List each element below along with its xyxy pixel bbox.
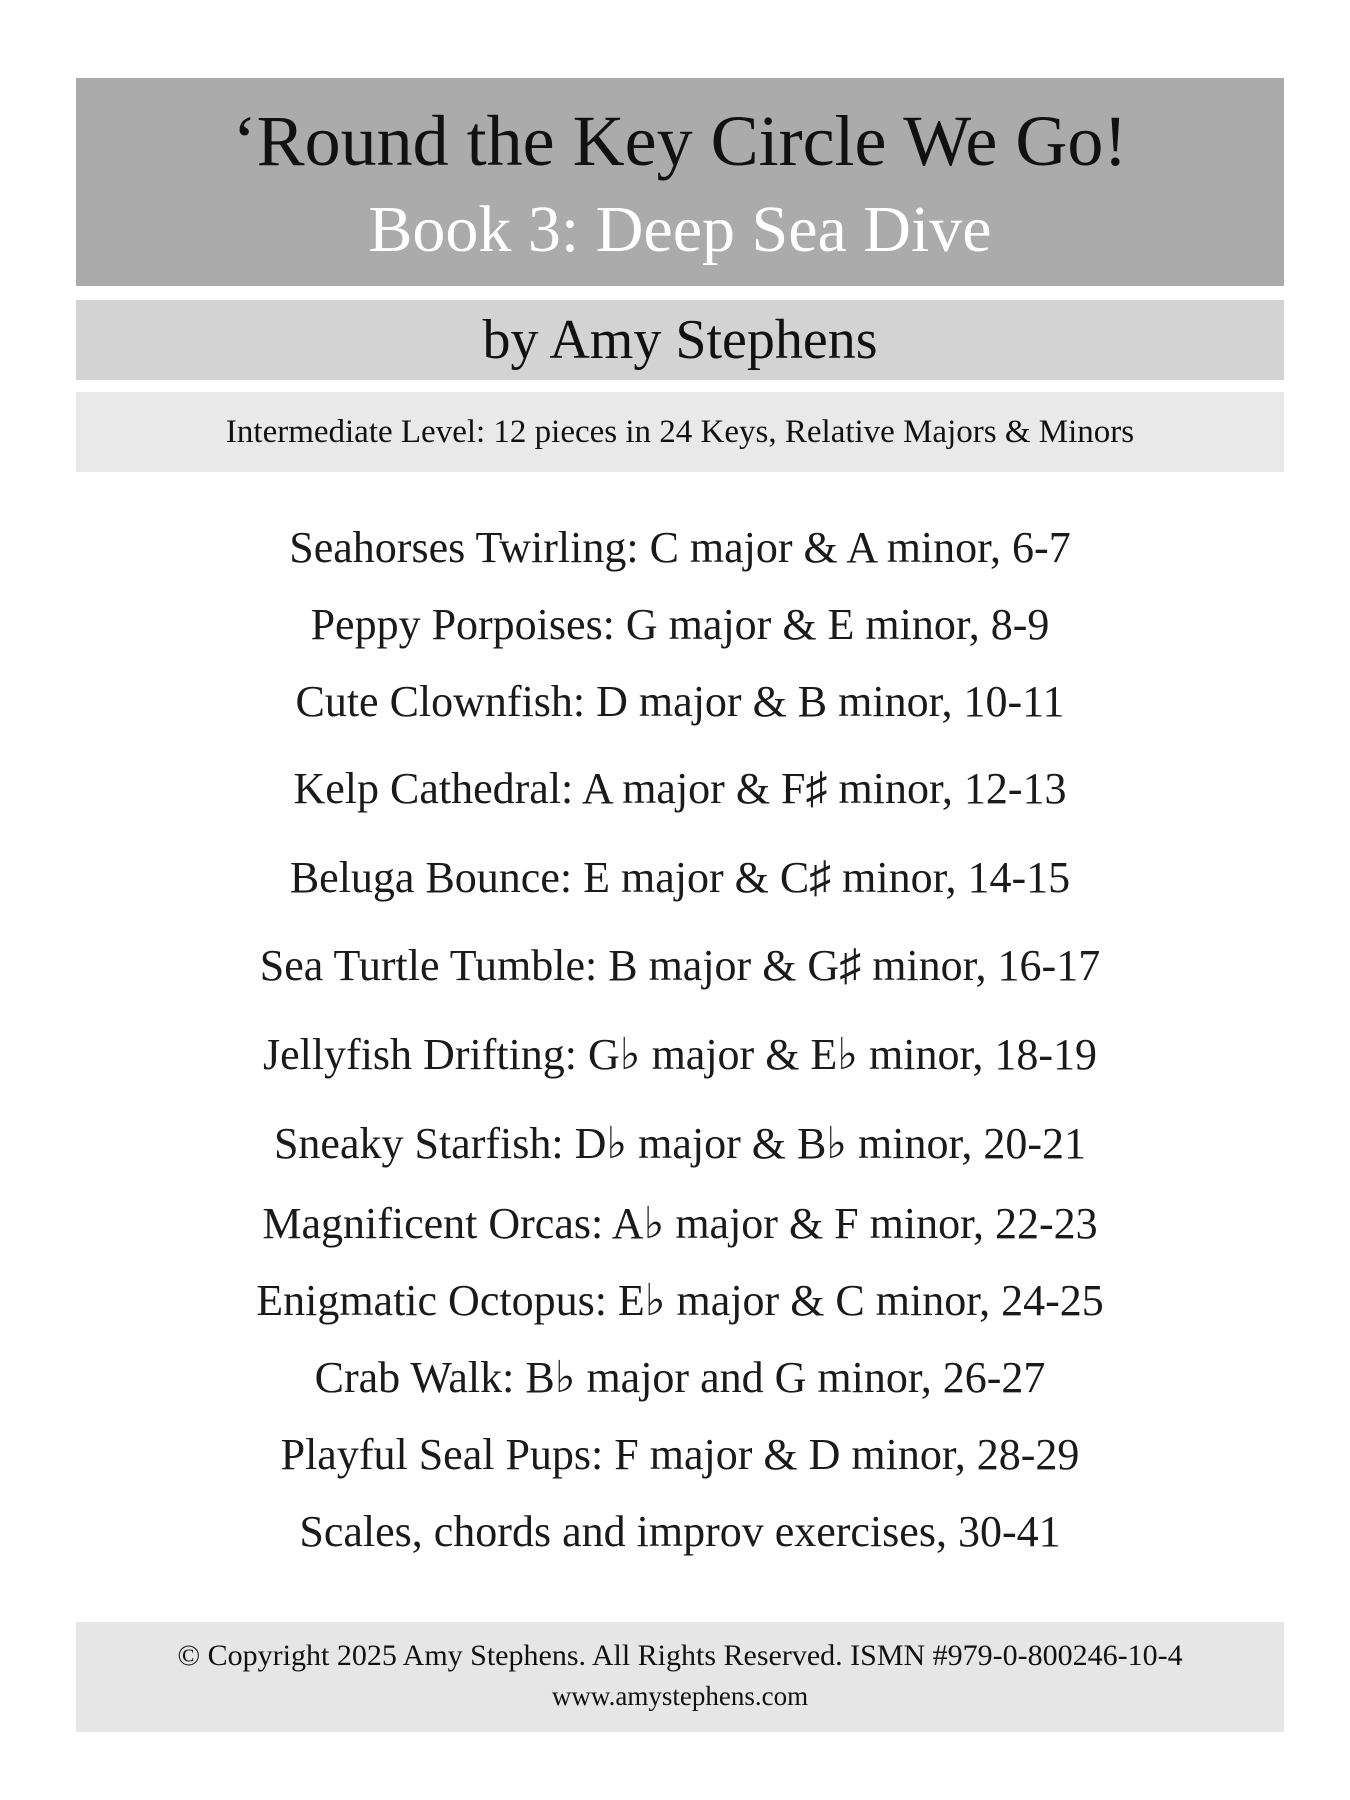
website-url: www.amystephens.com [551, 1681, 809, 1711]
copyright-notice: © Copyright 2025 Amy Stephens. All Rights Reserved. ISMN #979-0-800246-10-4 [177, 1639, 1183, 1672]
toc-item: Magnificent Orcas: A♭ major & F minor, 22-23 [262, 1199, 1098, 1248]
book-subtitle: Book 3: Deep Sea Dive [368, 193, 992, 266]
title-banner [76, 78, 1284, 286]
toc-item: Sea Turtle Tumble: B major & G♯ minor, 16-17 [259, 941, 1101, 990]
toc-item: Cute Clownfish: D major & B minor, 10-11 [295, 677, 1065, 726]
toc-item: Beluga Bounce: E major & C♯ minor, 14-15 [289, 853, 1071, 902]
toc-item: Scales, chords and improv exercises, 30-41 [299, 1507, 1061, 1556]
toc-item: Sneaky Starfish: D♭ major & B♭ minor, 20-21 [273, 1119, 1087, 1168]
toc-item: Crab Walk: B♭ major and G minor, 26-27 [314, 1353, 1046, 1402]
toc-item: Kelp Cathedral: A major & F♯ minor, 12-13 [293, 764, 1067, 813]
toc-item: Jellyfish Drifting: G♭ major & E♭ minor, 18-19 [262, 1030, 1098, 1079]
toc-item: Playful Seal Pups: F major & D minor, 28-29 [280, 1430, 1080, 1479]
toc-item: Seahorses Twirling: C major & A minor, 6-7 [289, 523, 1071, 572]
author-banner [76, 300, 1284, 380]
author-line: by Amy Stephens [482, 309, 878, 371]
toc-item: Peppy Porpoises: G major & E minor, 8-9 [310, 600, 1050, 649]
footer-banner [76, 1622, 1284, 1732]
toc-item: Enigmatic Octopus: E♭ major & C minor, 24-25 [256, 1276, 1104, 1325]
book-series-title: ‘Round the Key Circle We Go! [232, 101, 1128, 181]
level-banner [76, 392, 1284, 472]
level-description: Intermediate Level: 12 pieces in 24 Keys, Relative Majors & Minors [225, 414, 1135, 450]
